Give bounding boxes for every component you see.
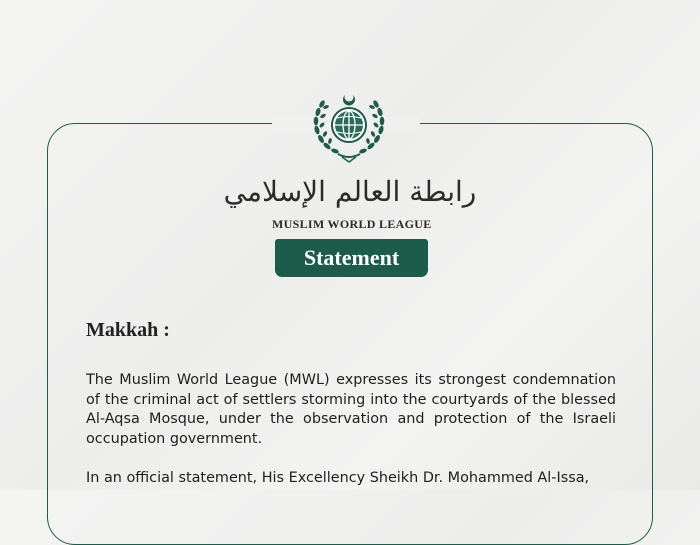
statement-paragraph-2: In an official statement, His Excellency Sheikh Dr. Mohammed Al-Issa, — [86, 470, 590, 486]
org-name: MUSLIM WORLD LEAGUE — [272, 217, 432, 231]
statement-paragraph-1: The Muslim World League (MWL) expresses its strongest condemnation of the criminal act of settlers storming into the courtyards of the blessed Al-Aqsa Mosque, under the observation and protection of the Israeli occupation government. — [86, 372, 616, 447]
statement-badge-label: Statement — [303, 245, 400, 270]
dateline: Makkah : — [86, 319, 170, 341]
arabic-logo-text: رابطة العالم الإسلامي — [223, 174, 477, 208]
globe-laurel-emblem-icon — [308, 90, 390, 164]
statement-badge — [275, 239, 428, 277]
